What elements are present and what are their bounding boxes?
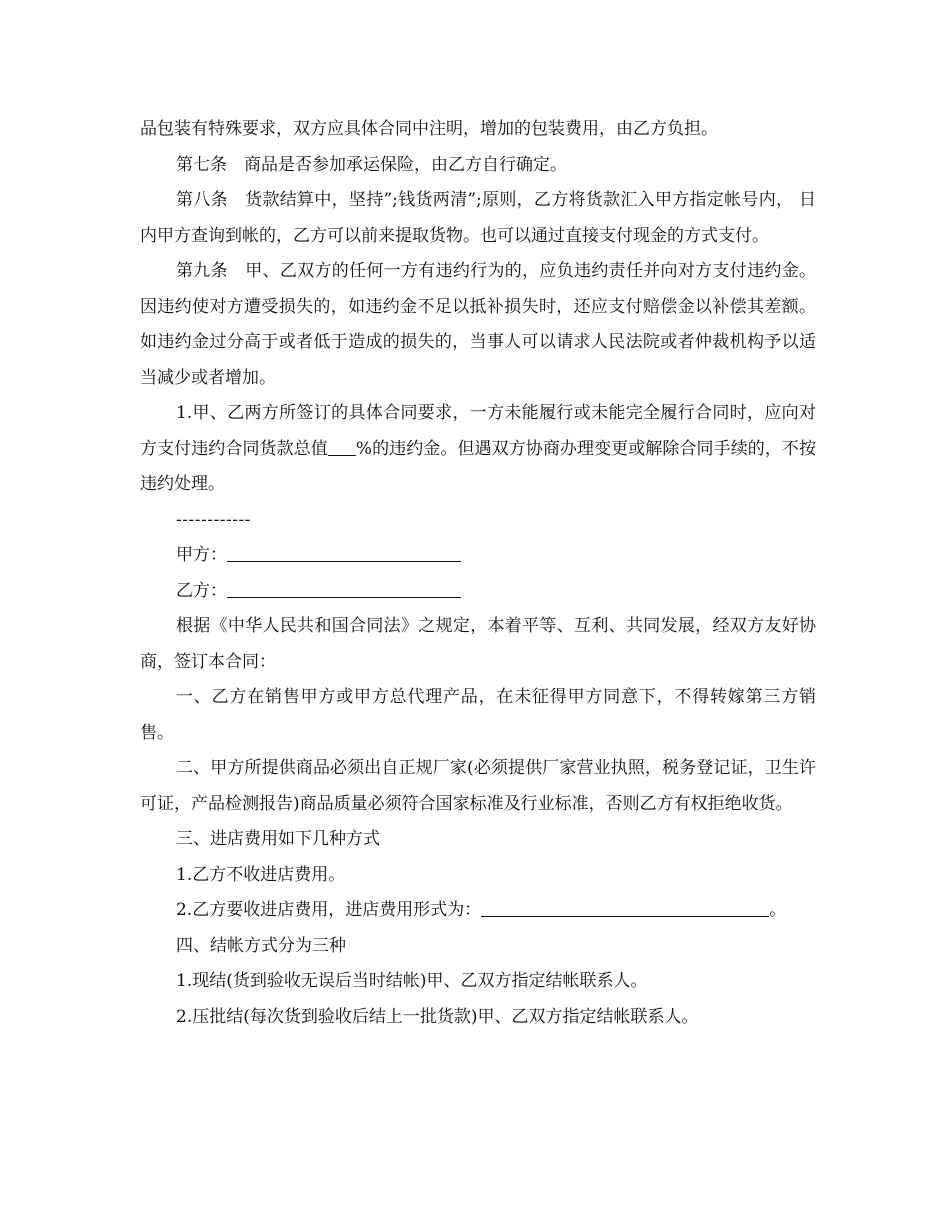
party-a-field	[140, 538, 816, 574]
separator-line: ------------	[176, 509, 251, 530]
party-b-label: 乙方：	[176, 580, 227, 601]
party-b-blank	[227, 579, 461, 598]
section-2: 二、甲方所提供商品必须出自正规厂家(必须提供厂家营业执照，税务登记证，卫生许可证，产品检测报告)商品质量必须符合国家标准及行业标准，否则乙方有权拒绝收货。	[140, 758, 816, 814]
fee-form-blank	[481, 898, 769, 917]
section-1: 一、乙方在销售甲方或甲方总代理产品，在未征得甲方同意下，不得转嫁第三方销售。	[140, 687, 816, 743]
party-a-blank	[227, 543, 461, 562]
section-3-title: 三、进店费用如下几种方式	[176, 829, 380, 849]
section-3-item-2	[140, 893, 816, 929]
article-7: 第七条 商品是否参加承运保险，由乙方自行确定。	[176, 154, 567, 175]
section-4-item-2: 2.压批结(每次货到验收后结上一批货款)甲、乙双方指定结帐联系人。	[176, 1006, 699, 1027]
article-9: 第九条 甲、乙双方的任何一方有违约行为的，应负违约责任并向对方支付违约金。因违约使对方遭受损失的，如违约金不足以抵补损失时，还应支付赔偿金以补偿其差额。如违约金过分高于或者低于造成的损失的，当事人可以请求人民法院或者仲裁机构予以适当减少或者增加。	[140, 261, 816, 388]
percent-blank	[328, 439, 356, 456]
section-4-item-1: 1.现结(货到验收无误后当时结帐)甲、乙双方指定结帐联系人。	[176, 971, 648, 991]
section-3-item-2-end: 。	[769, 900, 787, 920]
paragraph-continuation: 品包装有特殊要求，双方应具体合同中注明，增加的包装费用，由乙方负担。	[140, 119, 718, 139]
party-b-field	[140, 574, 816, 610]
document-body	[140, 112, 816, 1035]
preamble: 根据《中华人民共和国合同法》之规定，本着平等、互利、共同发展，经双方友好协商，签订本合同：	[140, 616, 816, 672]
party-a-label: 甲方：	[176, 545, 227, 565]
section-4-title: 四、结帐方式分为三种	[176, 935, 346, 956]
clause-1	[140, 396, 816, 503]
article-8: 第八条 货款结算中，坚持”;钱货两清”;原则，乙方将货款汇入甲方指定帐号内， 日内甲方查询到帐的，乙方可以前来提取货物。也可以通过直接支付现金的方式支付。	[140, 190, 816, 246]
clause-1-text-b: %的违约金。但遇双方协商办理变更或解除合同手续的，不按违约处理。	[140, 438, 817, 494]
clause-1-text-a: 1.甲、乙两方所签订的具体合同要求，一方未能履行或未能完全履行合同时，应向对方支付违约合同货款总值	[140, 403, 816, 459]
section-3-item-1: 1.乙方不收进店费用。	[176, 864, 346, 885]
section-3-item-2-label: 2.乙方要收进店费用，进店费用形式为：	[176, 900, 482, 920]
